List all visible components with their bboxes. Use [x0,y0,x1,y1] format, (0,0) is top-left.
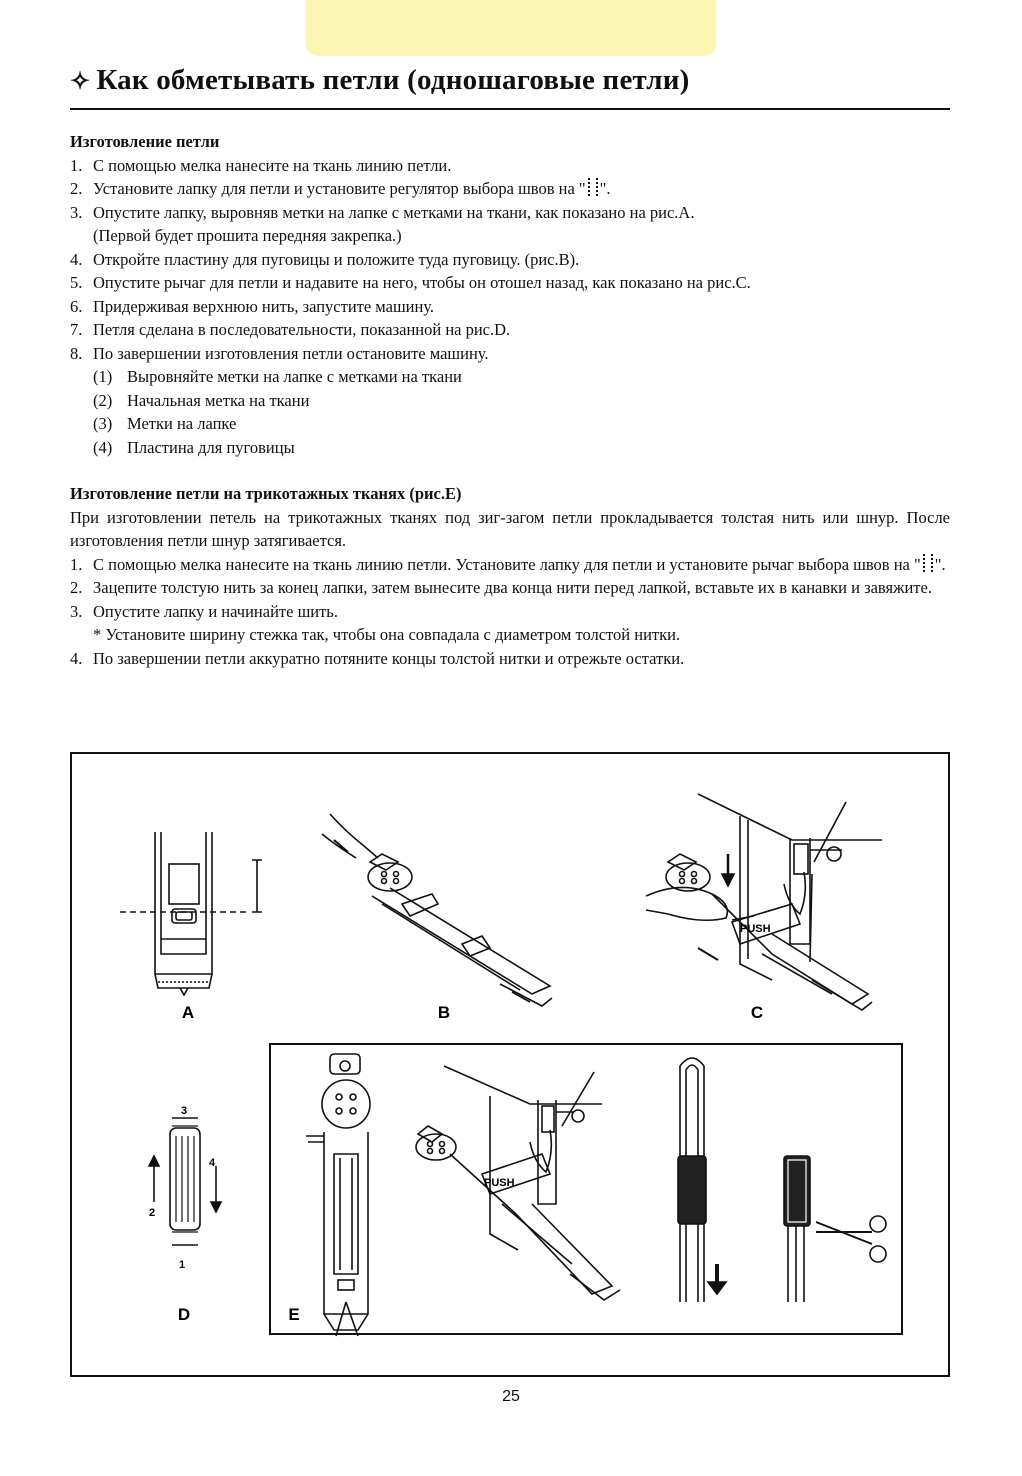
title-rule [70,108,950,110]
sub-item: (3) Метки на лапке [93,414,237,433]
push-label-c: PUSH [740,923,771,935]
figure-e-machine-drawing [416,1066,620,1300]
d-mark-3: 3 [180,1105,188,1117]
list-item: 3. Опустите лапку и начинайте шить. * Установите ширину стежка так, чтобы она совпадала с диаметром толстой нитки. [70,601,681,644]
figure-a-label: A [181,1003,195,1022]
sub-item: (2) Начальная метка на ткани [93,390,310,410]
figure-c-label: C [750,1003,764,1022]
header-tab [306,0,716,56]
illustration-panel [70,752,950,1377]
list-item: 7. Петля сделана в последовательности, показанной на рис.D. [70,320,511,339]
sparkle-icon: ✧ [70,69,91,95]
scissors-icon [816,1216,886,1262]
figure-d-label: D [177,1305,191,1324]
list-item: 2. Зацепите толстую нить за конец лапки, затем вынесите два конца нити перед лапкой, вставьте их в канавки и завяжите. [70,578,932,597]
list-item: 3. Опустите лапку, выровняв метки на лапке с метками на ткани, как показано на рис.А. (Первой будет прошита передняя закрепка.) [70,202,695,245]
list-item: 1. С помощью мелка нанесите на ткань линию петли. [70,155,452,175]
push-label-e: PUSH [484,1177,515,1189]
buttonhole-stitch-icon [923,554,933,572]
figure-a-foot-drawing [120,832,262,995]
d-mark-1: 1 [178,1259,186,1271]
figure-e-label: E [288,1305,300,1324]
list-item: 8. По завершении изготовления петли остановите машину. [70,343,489,363]
figure-c-machine-drawing [646,794,882,1010]
section2-heading: Изготовление петли на трикотажных тканях (рис.Е) [70,484,462,503]
list-item: 4. Откройте пластину для пуговицы и положите туда пуговицу. (рис.В). [70,249,580,269]
illustration-svg [72,754,948,1375]
list-item: 4. По завершении петли аккуратно потяните концы толстой нитки и отрежьте остатки. [70,648,685,668]
arrow-icon [211,1202,221,1212]
page-title: ✧ Как обметывать петли (одношаговые петли) [70,64,690,96]
arrow-icon [708,1282,726,1294]
list-item: 2. Установите лапку для петли и установите регулятор выбора швов на " ". [70,179,611,198]
page-number: 25 [502,1388,520,1405]
sub-item: (4) Пластина для пуговицы [93,437,295,457]
section2-intro: При изготовлении петель на трикотажных тканях под зиг-загом петли прокладывается толстая нить или шнур. После изготовления петли шнур затягивается. [70,507,950,550]
arrow-icon [698,948,718,960]
arrow-icon [149,1156,159,1166]
list-item: 6. Придерживая верхнюю нить, запустите машину. [70,296,435,316]
buttonhole-stitch-icon [588,178,598,196]
list-item: 5. Опустите рычаг для петли и надавите на него, чтобы он отошел назад, как показано на рис.С. [70,273,751,292]
instructions [70,130,950,670]
arrow-icon [722,874,734,886]
d-mark-2: 2 [148,1207,156,1219]
arrow-icon [334,840,348,852]
section1-heading: Изготовление петли [70,132,220,151]
figure-b-label: B [437,1003,451,1022]
sub-item: (1) Выровняйте метки на лапке с метками на ткани [93,367,462,386]
list-item: 1. С помощью мелка нанесите на ткань линию петли. Установите лапку для петли и установите рычаг выбора швов на " ". [70,554,946,574]
d-mark-4: 4 [208,1157,216,1169]
figure-b-foot-drawing [322,814,552,1006]
figure-d-buttonhole-drawing [154,1118,216,1245]
figure-e-foot-drawing [306,1054,370,1336]
figure-e-cord-drawing [678,1058,810,1302]
